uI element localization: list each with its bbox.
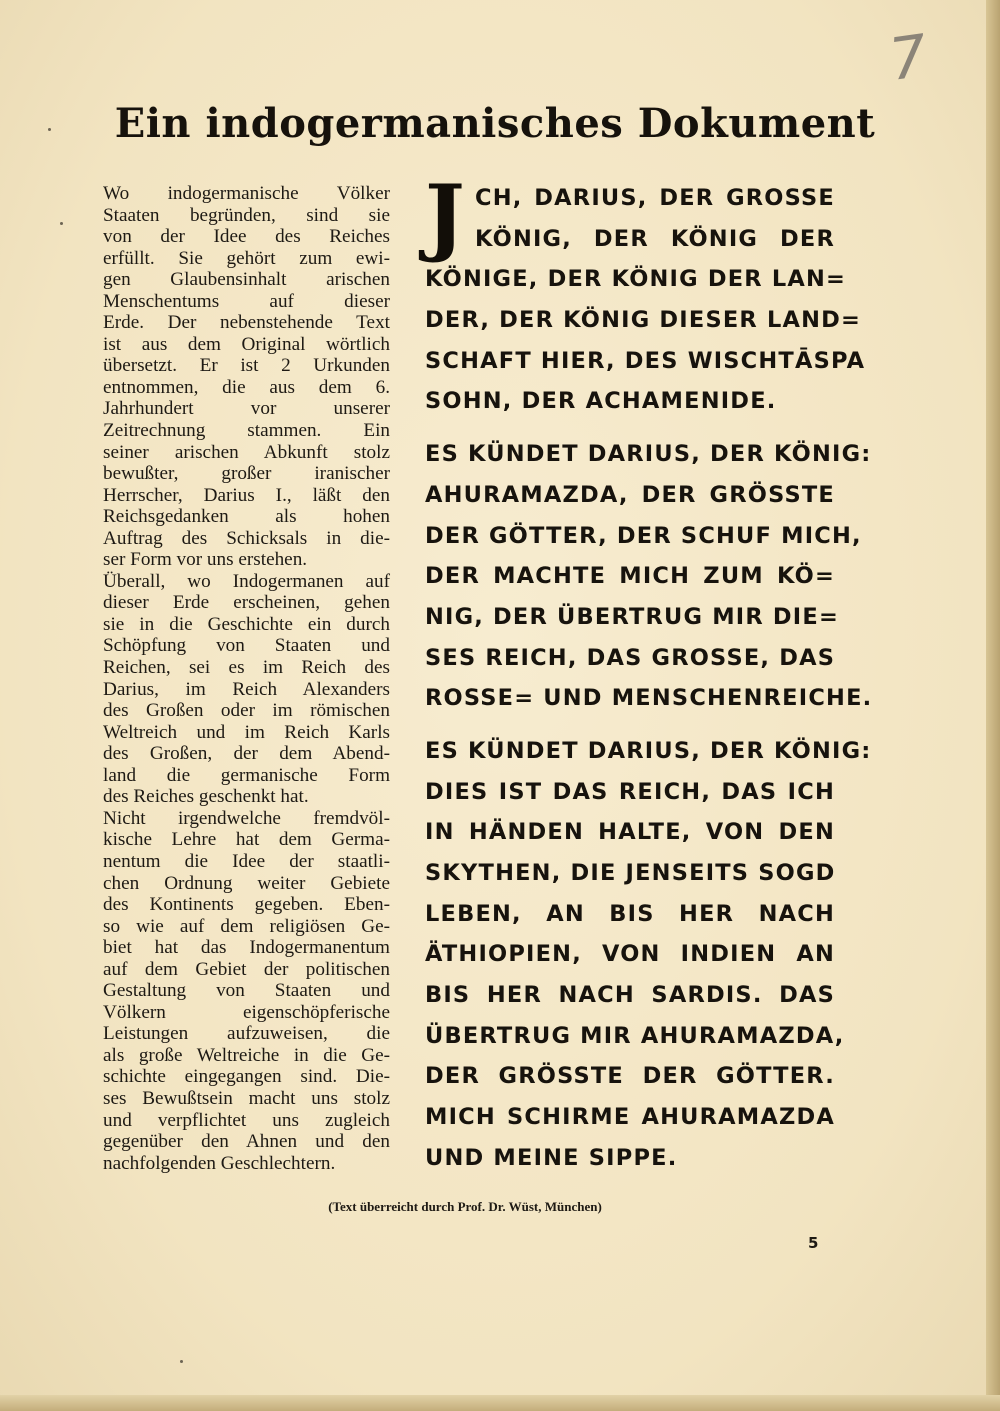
text-line: sie in die Geschichte ein durch — [103, 613, 390, 635]
inscription-line: MICH SCHIRME AHURAMAZDA — [425, 1104, 835, 1131]
page-number: 5 — [808, 1234, 819, 1252]
text-line: Reichen, sei es im Reich des — [103, 657, 390, 679]
paragraph-gap — [425, 422, 835, 434]
text-line: des Großen oder im römischen — [103, 700, 390, 722]
text-line: biet hat das Indogermanentum — [103, 937, 390, 959]
inscription-line: DER MACHTE MICH ZUM KÖ= — [425, 563, 835, 590]
page-edge-bottom — [0, 1395, 1000, 1411]
inscription-line: DER GÖTTER, DER SCHUF MICH, — [425, 522, 862, 549]
page-edge-right — [986, 0, 1000, 1411]
inscription-line: NIG, DER ÜBERTRUG MIR DIE= — [425, 603, 839, 630]
handwritten-page-mark: 7 — [885, 21, 932, 94]
text-line: bewußter, großer iranischer — [103, 463, 390, 485]
text-line: Zeitrechnung stammen. Ein — [103, 420, 390, 442]
text-line: gen Glaubensinhalt arischen — [103, 269, 390, 291]
text-line: Gestaltung von Staaten und — [103, 980, 390, 1002]
text-line: seiner arischen Abkunft stolz — [103, 441, 390, 463]
text-line: dieser Erde erscheinen, gehen — [103, 592, 390, 614]
inscription-line: ROSSE= UND MENSCHENREICHE. — [425, 685, 873, 712]
text-line: ses Bewußtsein macht uns stolz — [103, 1087, 390, 1109]
inscription-line: ÄTHIOPIEN, VON INDIEN AN — [425, 941, 835, 968]
inscription-text-column — [425, 166, 873, 1179]
inscription-line: KÖNIG, DER KÖNIG DER — [475, 225, 835, 252]
text-line: des Großen, der dem Abend- — [103, 743, 390, 765]
text-line: des Kontinents gegeben. Eben- — [103, 894, 390, 916]
text-line: Auftrag des Schicksals in die- — [103, 527, 390, 549]
inscription-line: DER, DER KÖNIG DIESER LAND= — [425, 307, 862, 334]
text-line: als große Weltreiche in die Ge- — [103, 1044, 390, 1066]
inscription-line: ÜBERTRUG MIR AHURAMAZDA, — [425, 1022, 845, 1049]
inscription-line: DIES IST DAS REICH, DAS ICH — [425, 778, 835, 805]
inscription-line: DER GRÖSSTE DER GÖTTER. — [425, 1063, 835, 1090]
page-title: Ein indogermanisches Dokument — [114, 100, 876, 147]
text-line: land die germanische Form — [103, 764, 390, 786]
text-line: auf dem Gebiet der politischen — [103, 958, 390, 980]
text-line: gegenüber den Ahnen und den — [103, 1131, 390, 1153]
text-line: nachfolgenden Geschlechtern. — [103, 1152, 336, 1174]
inscription-line: SKYTHEN, DIE JENSEITS SOGD — [425, 860, 836, 886]
text-line: so wie auf dem religiösen Ge- — [103, 915, 390, 937]
paper-speck — [180, 1360, 183, 1363]
drop-cap: J — [425, 166, 465, 265]
text-line: des Reiches geschenkt hat. — [103, 786, 309, 808]
paragraph-gap — [425, 719, 835, 731]
inscription-line: IN HÄNDEN HALTE, VON DEN — [425, 819, 835, 846]
inscription-line: KÖNIGE, DER KÖNIG DER LAN= — [425, 266, 847, 293]
paper-speck — [48, 128, 51, 131]
inscription-line: ES KÜNDET DARIUS, DER KÖNIG: — [425, 737, 872, 764]
text-line: Herrscher, Darius I., läßt den — [103, 484, 390, 506]
text-line: von der Idee des Reiches — [103, 226, 390, 248]
source-credit: (Text überreicht durch Prof. Dr. Wüst, München) — [328, 1199, 602, 1214]
inscription-line: ES KÜNDET DARIUS, DER KÖNIG: — [425, 441, 872, 468]
text-line: entnommen, die aus dem 6. — [103, 376, 390, 398]
text-line: Jahrhundert vor unserer — [103, 398, 390, 420]
text-line: Darius, im Reich Alexanders — [103, 678, 390, 700]
text-line: schichte eingegangen sind. Die- — [103, 1066, 390, 1088]
text-line: Weltreich und im Reich Karls — [103, 721, 390, 743]
text-line: Überall, wo Indogermanen auf — [103, 570, 390, 592]
text-line: Wo indogermanische Völker — [103, 183, 390, 204]
text-line: Erde. Der nebenstehende Text — [103, 312, 390, 334]
inscription-line: AHURAMAZDA, DER GRÖSSTE — [425, 481, 835, 508]
text-line: und verpflichtet uns zugleich — [103, 1109, 390, 1131]
inscription-line: SCHAFT HIER, DES WISCHTĀSPA — [425, 347, 866, 374]
text-line: kische Lehre hat dem Germa- — [103, 829, 390, 851]
text-line: Nicht irgendwelche fremdvöl- — [103, 807, 390, 829]
inscription-line: SOHN, DER ACHAMENIDE. — [425, 388, 777, 415]
text-line: übersetzt. Er ist 2 Urkunden — [103, 355, 390, 377]
paper-speck — [60, 222, 63, 225]
inscription-line: CH, DARIUS, DER GROSSE — [475, 185, 835, 211]
text-line: ist aus dem Original wörtlich — [103, 333, 390, 355]
text-line: chen Ordnung weiter Gebiete — [103, 872, 390, 894]
text-line: Staaten begründen, sind sie — [103, 204, 390, 226]
text-line: Völkern eigenschöpferische — [103, 1001, 390, 1023]
text-line: Menschentums auf dieser — [103, 290, 390, 312]
text-line: nentum die Idee der staatli- — [103, 850, 390, 872]
text-line: Schöpfung von Staaten und — [103, 635, 390, 657]
inscription-line: UND MEINE SIPPE. — [425, 1144, 678, 1171]
inscription-line: LEBEN, AN BIS HER NACH — [425, 900, 835, 927]
intro-text-column — [103, 183, 390, 1174]
text-line: Leistungen aufzuweisen, die — [103, 1023, 390, 1045]
inscription-line: SES REICH, DAS GROSSE, DAS — [425, 644, 836, 671]
text-line: Reichsgedanken als hohen — [103, 506, 390, 528]
inscription-line: BIS HER NACH SARDIS. DAS — [425, 982, 835, 1009]
text-line: ser Form vor uns erstehen. — [103, 549, 308, 571]
text-line: erfüllt. Sie gehört zum ewi- — [103, 247, 390, 269]
